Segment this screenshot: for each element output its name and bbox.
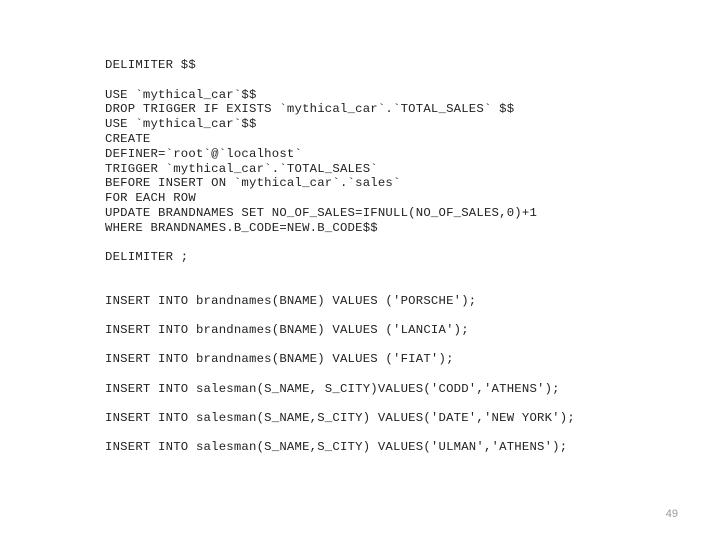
code-line: BEFORE INSERT ON `mythical_car`.`sales` xyxy=(105,176,401,191)
insert-statement: INSERT INTO salesman(S_NAME,S_CITY) VALUES('ULMAN','ATHENS'); xyxy=(105,439,568,454)
insert-statements-block xyxy=(105,294,705,469)
code-line: TRIGGER `mythical_car`.`TOTAL_SALES` xyxy=(105,161,378,176)
insert-statement: INSERT INTO brandnames(BNAME) VALUES ('LANCIA'); xyxy=(105,323,469,338)
code-line xyxy=(105,236,705,251)
code-line: FOR EACH ROW xyxy=(105,191,196,206)
code-line: UPDATE BRANDNAMES SET NO_OF_SALES=IFNULL(NO_OF_SALES,0)+1 xyxy=(105,205,538,220)
code-line: DROP TRIGGER IF EXISTS `mythical_car`.`TOTAL_SALES` $$ xyxy=(105,102,515,117)
code-line: DELIMITER $$ xyxy=(105,58,196,72)
insert-statement: INSERT INTO brandnames(BNAME) VALUES ('FIAT'); xyxy=(105,352,454,367)
code-line: WHERE BRANDNAMES.B_CODE=NEW.B_CODE$$ xyxy=(105,220,378,235)
insert-statement: INSERT INTO salesman(S_NAME,S_CITY) VALUES('DATE','NEW YORK'); xyxy=(105,410,575,425)
code-line: DELIMITER ; xyxy=(105,250,189,265)
code-line: USE `mythical_car`$$ xyxy=(105,117,257,132)
page-number: 49 xyxy=(665,508,678,520)
code-line: DEFINER=`root`@`localhost` xyxy=(105,146,303,161)
code-line: CREATE xyxy=(105,131,151,146)
code-line: USE `mythical_car`$$ xyxy=(105,87,257,102)
code-line xyxy=(105,73,705,88)
insert-statement: INSERT INTO brandnames(BNAME) VALUES ('PORSCHE'); xyxy=(105,294,477,308)
insert-statement: INSERT INTO salesman(S_NAME, S_CITY)VALUES('CODD','ATHENS'); xyxy=(105,381,560,396)
trigger-code-block xyxy=(105,58,705,265)
